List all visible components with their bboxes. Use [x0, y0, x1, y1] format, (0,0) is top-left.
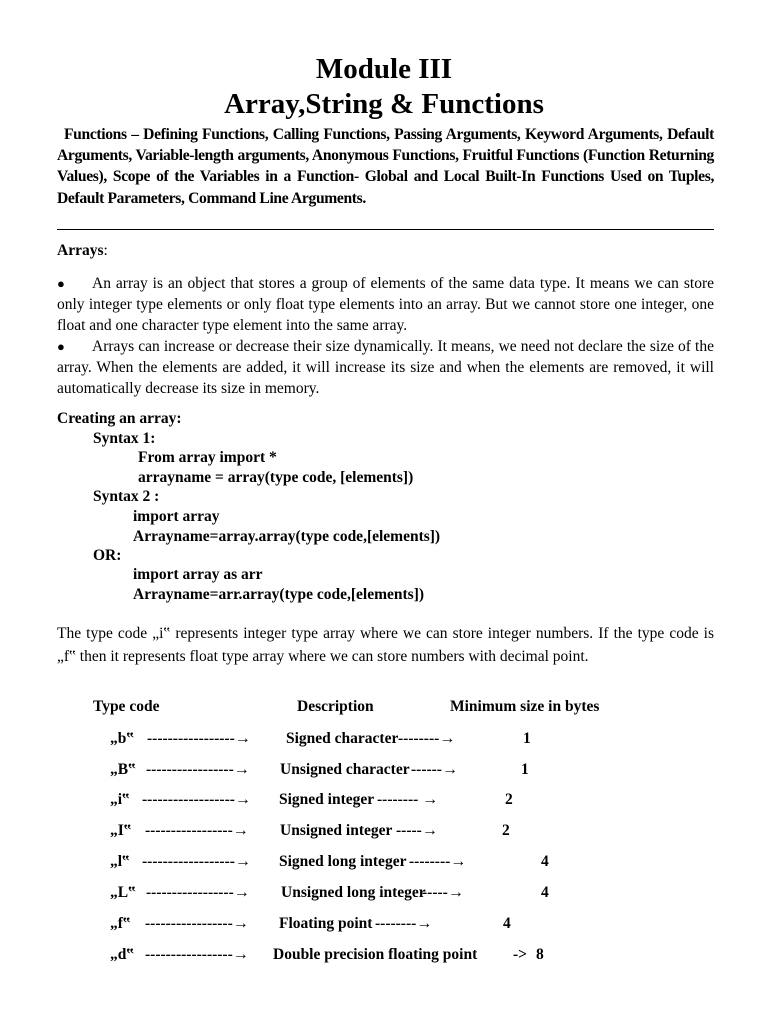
dash-arrow	[422, 884, 464, 902]
creating-heading: Creating an array:	[57, 410, 182, 427]
dash-arrow	[146, 761, 250, 779]
arrays-heading-text: Arrays	[57, 242, 104, 259]
type-description: Signed long integer	[279, 853, 407, 870]
bullet-icon: ●	[57, 339, 65, 354]
bullet-item	[57, 273, 714, 336]
module-title: Module III	[315, 53, 453, 85]
min-size-bytes: 8	[536, 946, 544, 963]
syntax1-label: Syntax 1:	[93, 430, 156, 447]
syllabus-synopsis: Functions – Defining Functions, Calling Functions, Passing Arguments, Keyword Arguments, Default Arguments, Variable-length arguments, Anonymous Functions, Fruitful Functions (Function Returning Values), Scope of the Variables in a Function- Global and Local Built-In Functions Used on Tuples, Default Parameters, Command Line Arguments.	[57, 126, 714, 207]
min-size-bytes: 4	[541, 884, 549, 901]
type-code: „f‟	[110, 915, 131, 932]
arrow-right-icon: →	[234, 791, 251, 808]
dash-arrow	[145, 822, 249, 840]
arrow-right-icon: →	[233, 884, 250, 901]
min-size-bytes: 4	[503, 915, 511, 932]
or-label: OR:	[93, 547, 122, 564]
dash-arrow	[409, 853, 466, 871]
arrow-right-icon: →	[232, 822, 249, 839]
bullet-item	[57, 336, 714, 399]
dash-arrow	[145, 946, 249, 964]
type-code: „B‟	[110, 761, 136, 778]
or-line2: Arrayname=arr.array(type code,[elements])	[133, 586, 425, 603]
table-header-type-code: Type code	[93, 698, 160, 715]
arrow-right-icon: →	[416, 915, 433, 932]
arrow-right-icon: →	[422, 791, 439, 808]
type-description: Floating point	[279, 915, 373, 932]
dash-arrow	[145, 915, 249, 933]
arrow-right-icon: →	[439, 730, 456, 747]
dash-arrow	[375, 915, 432, 933]
arrow-right-icon: →	[234, 730, 251, 747]
min-size-bytes: 2	[502, 822, 510, 839]
dashes: -----------------	[145, 915, 233, 932]
dash-arrow	[377, 791, 438, 809]
type-description: Signed character	[286, 730, 399, 747]
arrow-right-icon: →	[447, 884, 464, 901]
arrow-right-icon: →	[232, 946, 249, 963]
type-description: Double precision floating point	[273, 946, 478, 963]
dashes: -----------------	[145, 822, 233, 839]
dash-arrow	[411, 761, 458, 779]
dashes: ------	[411, 761, 442, 778]
dashes: -----------------	[146, 761, 234, 778]
dashes: -----	[396, 822, 422, 839]
arrow-right-icon: →	[441, 761, 458, 778]
dashes: --------	[409, 853, 451, 870]
arrays-colon: :	[103, 242, 108, 259]
dashes: ------------------	[142, 853, 235, 870]
min-size-bytes: 1	[523, 730, 531, 747]
dash-arrow	[142, 791, 251, 809]
min-size-bytes: 4	[541, 853, 549, 870]
type-code: „I‟	[110, 822, 132, 839]
dashes: --------	[377, 791, 423, 808]
type-code: „l‟	[110, 853, 130, 870]
syntax1-line1: From array import *	[138, 449, 277, 466]
dash-arrow	[513, 946, 527, 964]
bullet-text: Arrays can increase or decrease their size dynamically. It means, we need not declare the size of the array. When the elements are added, it will increase its size and when the elements are removed, it will automatically decrease its size in memory.	[57, 338, 714, 397]
arrow-right-icon: →	[233, 761, 250, 778]
dashes: ------------------	[142, 791, 235, 808]
dashes: -----	[422, 884, 448, 901]
dashes: --------	[398, 730, 440, 747]
arrow-right-icon: →	[421, 822, 438, 839]
type-code: „b‟	[110, 730, 135, 747]
type-description: Unsigned long integer	[281, 884, 426, 901]
type-description: Unsigned character	[280, 761, 410, 778]
type-code: „L‟	[110, 884, 136, 901]
min-size-bytes: 1	[521, 761, 529, 778]
arrow-right-icon: →	[232, 915, 249, 932]
table-header-description: Description	[297, 698, 374, 715]
module-subtitle: Array,String & Functions	[224, 88, 544, 120]
dash-arrow	[142, 853, 251, 871]
dashes: --------	[375, 915, 417, 932]
dashes: -----------------	[145, 946, 233, 963]
divider	[57, 229, 714, 230]
arrow-right-icon: →	[450, 853, 467, 870]
dash-arrow	[396, 822, 438, 840]
dash-arrow	[398, 730, 455, 748]
dash-arrow	[147, 730, 251, 748]
syntax1-line2: arrayname = array(type code, [elements])	[138, 469, 414, 486]
type-description: Unsigned integer	[280, 822, 393, 839]
typecode-paragraph: The type code „i‟ represents integer type array where we can store integer numbers. If the type code is „f‟ then it represents float type array where we can store numbers with decimal point.	[57, 625, 714, 665]
type-code: „d‟	[110, 946, 135, 963]
syntax2-line2: Arrayname=array.array(type code,[elements])	[133, 528, 441, 545]
bullet-text: An array is an object that stores a group of elements of the same data type. It means we can store only integer type elements or only float type elements into an array. But we cannot store one integer, one float and one character type element into the same array.	[57, 275, 714, 334]
min-size-bytes: 2	[505, 791, 513, 808]
arrays-heading	[57, 242, 108, 260]
syntax2-label: Syntax 2 :	[93, 488, 160, 505]
dashes: -----------------	[146, 884, 234, 901]
dashes: ->	[513, 946, 527, 963]
or-line1: import array as arr	[133, 566, 263, 583]
arrow-right-icon: →	[234, 853, 251, 870]
dash-arrow	[146, 884, 250, 902]
type-code: „i‟	[110, 791, 130, 808]
type-description: Signed integer	[279, 791, 375, 808]
bullet-icon: ●	[57, 276, 65, 291]
syntax2-line1: import array	[133, 508, 220, 525]
table-header-min-size: Minimum size in bytes	[450, 698, 600, 715]
dashes: -----------------	[147, 730, 235, 747]
